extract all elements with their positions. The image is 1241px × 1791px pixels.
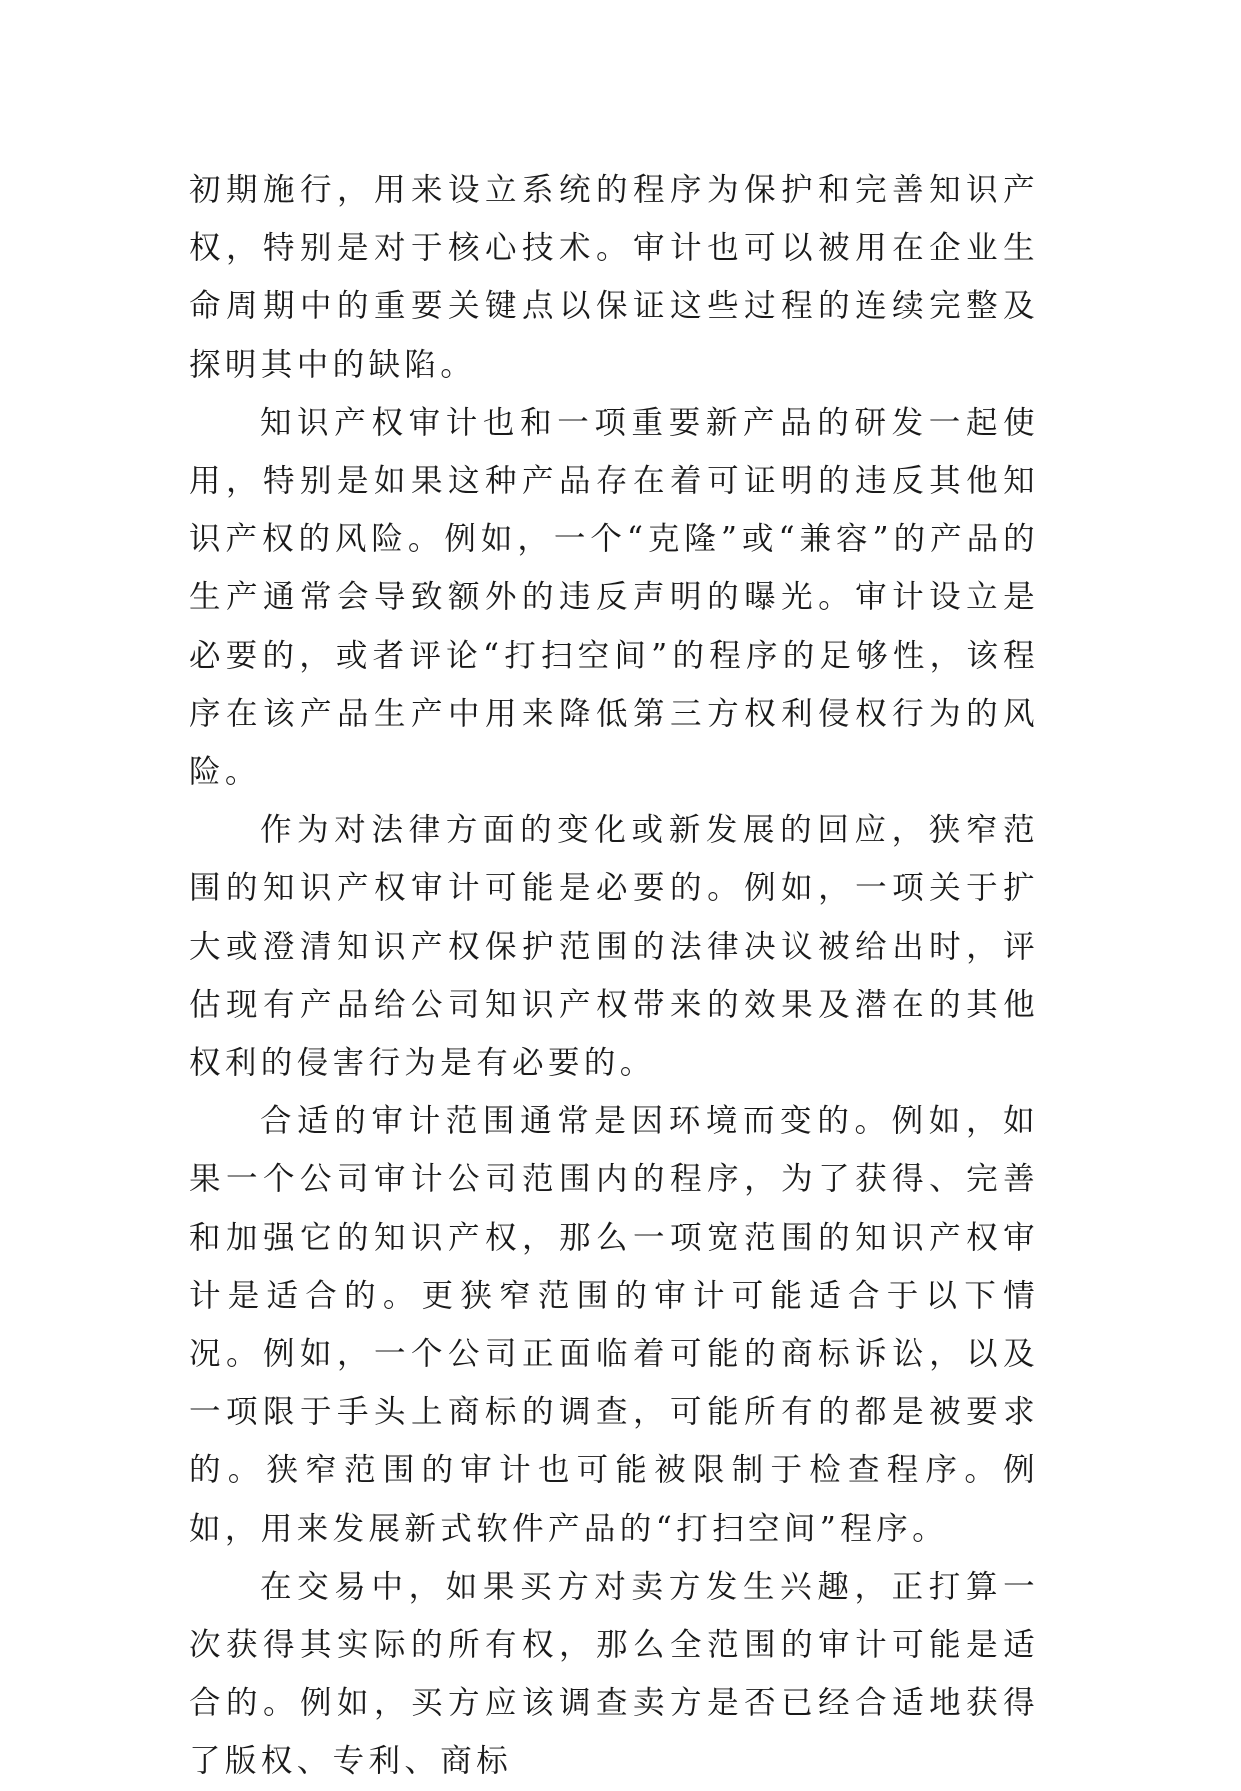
paragraph-2: 知识产权审计也和一项重要新产品的研发一起使用，特别是如果这种产品存在着可证明的违反其他知识产权的风险。例如，一个“克隆”或“兼容”的产品的生产通常会导致额外的违反声明的曝光。审计设立是必要的，或者评论“打扫空间”的程序的足够性，该程序在该产品生产中用来降低第三方权利侵权行为的风险。	[189, 404, 1039, 791]
paragraph-4: 合适的审计范围通常是因环境而变的。例如，如果一个公司审计公司范围内的程序，为了获得、完善和加强它的知识产权，那么一项宽范围的知识产权审计是适合的。更狭窄范围的审计可能适合于以下情况。例如，一个公司正面临着可能的商标诉讼，以及一项限于手头上商标的调查，可能所有的都是被要求的。狭窄范围的审计也可能被限制于检查程序。例如，用来发展新式软件产品的“打扫空间”程序。	[189, 1103, 1039, 1547]
paragraph-5: 在交易中，如果买方对卖方发生兴趣，正打算一次获得其实际的所有权，那么全范围的审计可能是适合的。例如，买方应该调查卖方是否已经合适地获得了版权、专利、商标	[189, 1568, 1039, 1780]
paragraph-1: 初期施行，用来设立系统的程序为保护和完善知识产权，特别是对于核心技术。审计也可以被用在企业生命周期中的重要关键点以保证这些过程的连续完整及探明其中的缺陷。	[189, 172, 1039, 383]
document-body	[189, 161, 1039, 1791]
paragraph-3: 作为对法律方面的变化或新发展的回应，狭窄范围的知识产权审计可能是必要的。例如，一项关于扩大或澄清知识产权保护范围的法律决议被给出时，评估现有产品给公司知识产权带来的效果及潜在的其他权利的侵害行为是有必要的。	[189, 812, 1039, 1082]
